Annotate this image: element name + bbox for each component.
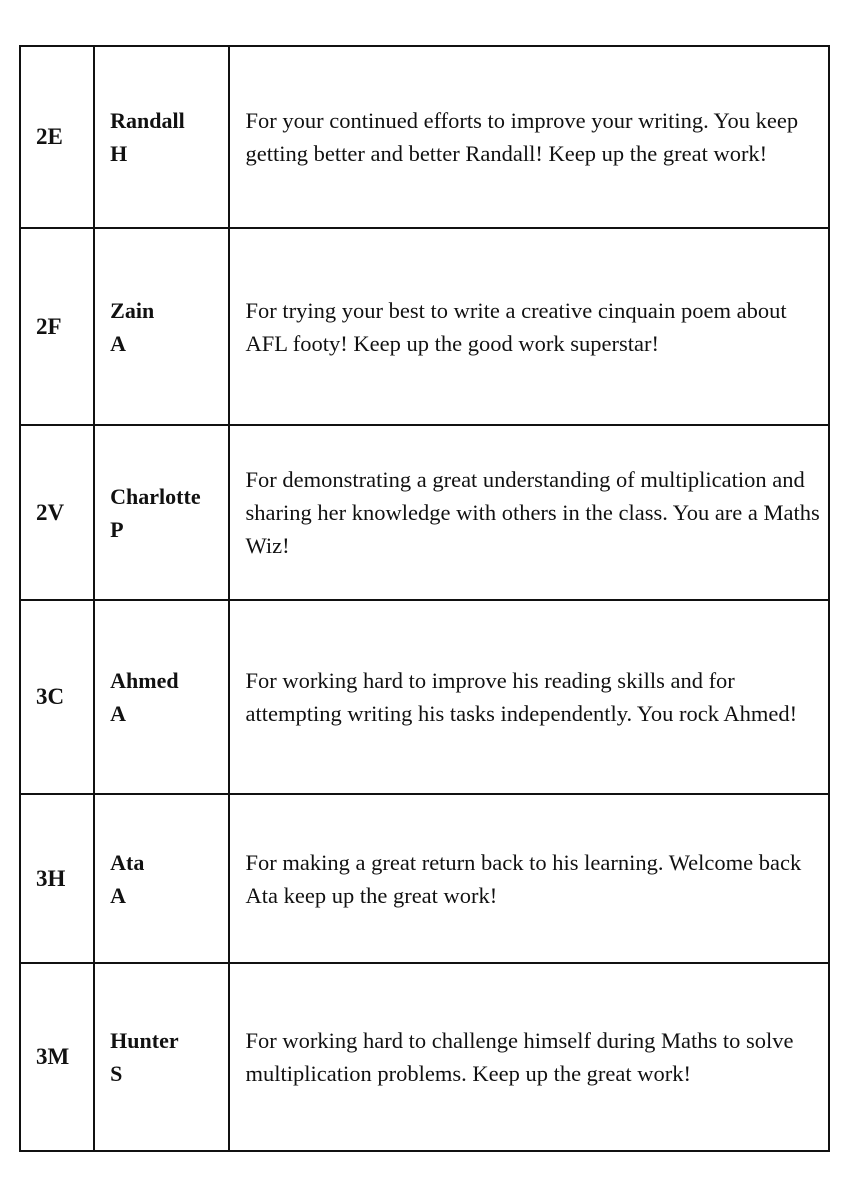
student-initial: A — [110, 330, 127, 356]
award-row — [20, 425, 829, 600]
award-row — [20, 963, 829, 1151]
student-name-cell — [94, 600, 228, 794]
class-cell: 3C — [20, 600, 94, 794]
student-first-name: Ata — [110, 849, 145, 875]
student-name-cell — [94, 228, 228, 425]
student-initial: H — [110, 141, 128, 166]
student-first-name: Randall — [110, 108, 185, 133]
award-row — [20, 600, 829, 794]
award-row — [20, 228, 829, 425]
award-message-cell: For making a great return back to his learning. Welcome back Ata keep up the great work! — [229, 794, 830, 963]
class-cell: 2F — [20, 228, 94, 425]
student-initial: A — [110, 882, 127, 908]
student-name-cell — [94, 963, 228, 1151]
student-first-name: Ahmed — [110, 668, 179, 693]
award-message-cell: For your continued efforts to improve your writing. You keep getting better and better Randall! Keep up the great work! — [229, 46, 830, 228]
student-name-cell — [94, 46, 228, 228]
student-name-cell — [94, 425, 228, 600]
award-message-cell: For trying your best to write a creative cinquain poem about AFL footy! Keep up the good work superstar! — [229, 228, 830, 425]
award-row — [20, 46, 829, 228]
student-initial: A — [110, 701, 127, 726]
student-name-cell — [94, 794, 228, 963]
class-cell: 3M — [20, 963, 94, 1151]
award-row — [20, 794, 829, 963]
class-cell: 2E — [20, 46, 94, 228]
student-initial: P — [110, 516, 124, 542]
award-message-cell: For working hard to improve his reading skills and for attempting writing his tasks independently. You rock Ahmed! — [229, 600, 830, 794]
class-cell: 3H — [20, 794, 94, 963]
awards-table — [19, 45, 830, 1152]
student-first-name: Zain — [110, 297, 155, 323]
award-message-cell: For working hard to challenge himself during Maths to solve multiplication problems. Keep up the great work! — [229, 963, 830, 1151]
award-message-cell: For demonstrating a great understanding of multiplication and sharing her knowledge with others in the class. You are a Maths Wiz! — [229, 425, 830, 600]
student-initial: S — [110, 1061, 123, 1086]
class-cell: 2V — [20, 425, 94, 600]
student-first-name: Hunter — [110, 1028, 179, 1053]
student-first-name: Charlotte — [110, 483, 201, 509]
